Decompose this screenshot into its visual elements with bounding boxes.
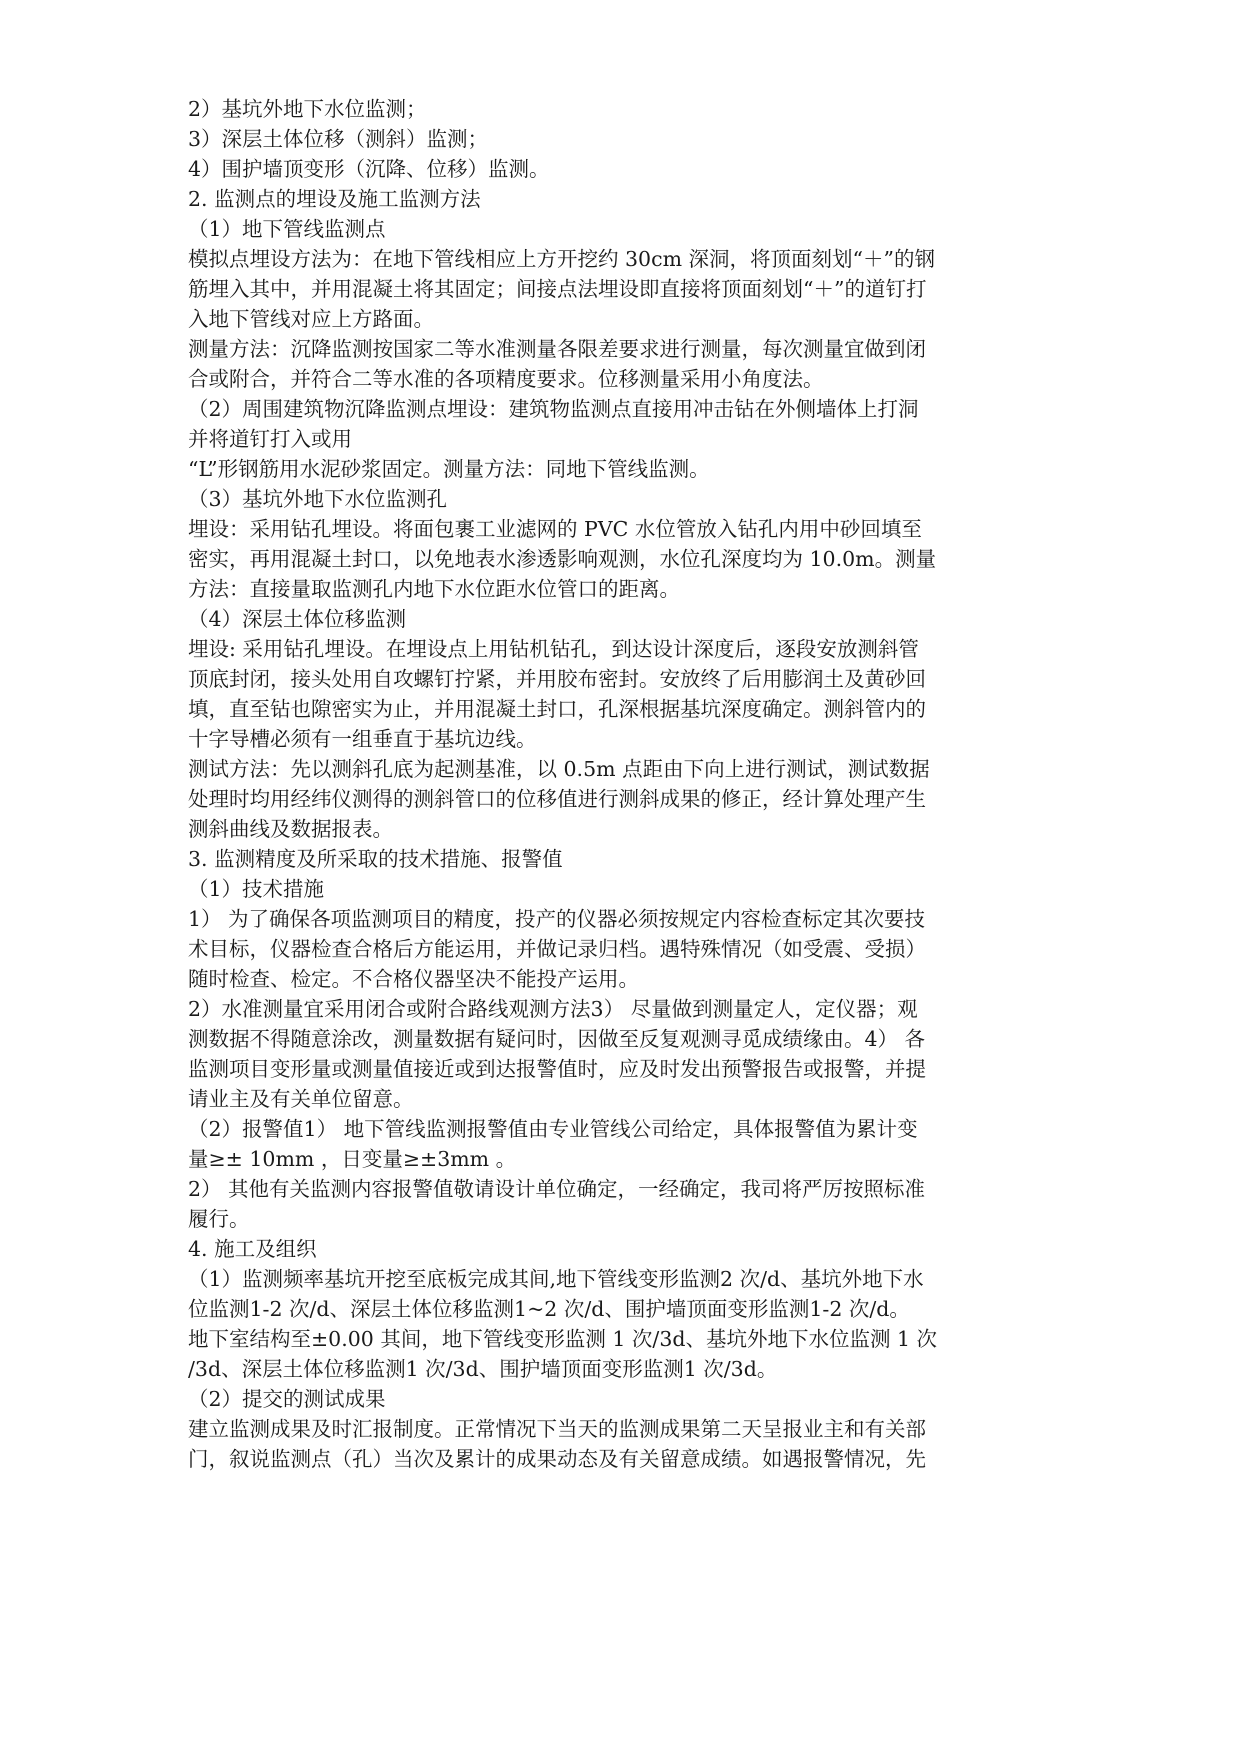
text-line: （1）监测频率基坑开挖至底板完成其间,地下管线变形监测2 次/d、基坑外地下水 xyxy=(188,1267,924,1291)
text-line: 2. 监测点的埋设及施工监测方法 xyxy=(188,187,481,211)
text-line: 履行。 xyxy=(188,1207,250,1231)
text-line: （3）基坑外地下水位监测孔 xyxy=(188,487,448,511)
text-line: 4）围护墙顶变形（沉降、位移）监测。 xyxy=(188,157,550,181)
text-line: 密实，再用混凝土封口，以免地表水渗透影响观测，水位孔深度均为 10.0m。测量 xyxy=(188,547,937,571)
text-line: 埋设: 采用钻孔埋设。在埋设点上用钻机钻孔，到达设计深度后，逐段安放测斜管 xyxy=(188,637,919,661)
text-line: 3）深层土体位移（测斜）监测； xyxy=(188,127,489,151)
text-line: 入地下管线对应上方路面。 xyxy=(188,307,434,331)
text-line: 术目标，仪器检查合格后方能运用，并做记录归档。遇特殊情况（如受震、受损） xyxy=(188,937,926,961)
text-line: 测数据不得随意涂改，测量数据有疑问时，因做至反复观测寻觅成绩缘由。4） 各 xyxy=(188,1027,926,1051)
text-line: （2）周围建筑物沉降监测点埋设：建筑物监测点直接用冲击钻在外侧墙体上打洞 xyxy=(188,397,919,421)
text-line: 埋设：采用钻孔埋设。将面包裹工业滤网的 PVC 水位管放入钻孔内用中砂回填至 xyxy=(188,517,922,541)
text-line: 填，直至钻也隙密实为止，并用混凝土封口，孔深根据基坑深度确定。测斜管内的 xyxy=(188,697,926,721)
text-line: 1） 为了确保各项监测项目的精度，投产的仪器必须按规定内容检查标定其次要技 xyxy=(188,907,926,931)
text-line: 合或附合，并符合二等水准的各项精度要求。位移测量采用小角度法。 xyxy=(188,367,824,391)
text-line: 测量方法：沉降监测按国家二等水准测量各限差要求进行测量，每次测量宜做到闭 xyxy=(188,337,926,361)
text-line: （4）深层土体位移监测 xyxy=(188,607,407,631)
text-line: 模拟点埋设方法为：在地下管线相应上方开挖约 30cm 深洞，将顶面刻划“＋”的钢 xyxy=(188,247,935,271)
text-line: 2）水准测量宜采用闭合或附合路线观测方法3） 尽量做到测量定人，定仪器；观 xyxy=(188,997,918,1021)
text-line: 2）基坑外地下水位监测； xyxy=(188,97,427,121)
text-line: 量≥± 10mm ，日变量≥±3mm 。 xyxy=(188,1147,517,1171)
text-line: 请业主及有关单位留意。 xyxy=(188,1087,414,1111)
document-page xyxy=(188,94,1078,1474)
text-line: 处理时均用经纬仪测得的测斜管口的位移值进行测斜成果的修正，经计算处理产生 xyxy=(188,787,926,811)
text-line: /3d、深层土体位移监测1 次/3d、围护墙顶面变形监测1 次/3d。 xyxy=(188,1357,778,1381)
text-line: （1）地下管线监测点 xyxy=(188,217,386,241)
text-line: 门，叙说监测点（孔）当次及累计的成果动态及有关留意成绩。如遇报警情况，先 xyxy=(188,1447,926,1471)
text-line: 顶底封闭，接头处用自攻螺钉拧紧，并用胶布密封。安放终了后用膨润土及黄砂回 xyxy=(188,667,926,691)
text-line: 4. 施工及组织 xyxy=(188,1237,317,1261)
text-line: 方法：直接量取监测孔内地下水位距水位管口的距离。 xyxy=(188,577,680,601)
text-line: （2）提交的测试成果 xyxy=(188,1387,386,1411)
text-line: （1）技术措施 xyxy=(188,877,325,901)
text-line: 2） 其他有关监测内容报警值敬请设计单位确定，一经确定，我司将严厉按照标准 xyxy=(188,1177,926,1201)
text-line: 随时检查、检定。不合格仪器坚决不能投产运用。 xyxy=(188,967,639,991)
text-line: 测斜曲线及数据报表。 xyxy=(188,817,393,841)
text-line: 监测项目变形量或测量值接近或到达报警值时，应及时发出预警报告或报警，并提 xyxy=(188,1057,926,1081)
text-line: 并将道钉打入或用 xyxy=(188,427,352,451)
text-line: 十字导槽必须有一组垂直于基坑边线。 xyxy=(188,727,537,751)
text-line: 建立监测成果及时汇报制度。正常情况下当天的监测成果第二天呈报业主和有关部 xyxy=(188,1417,926,1441)
text-line: 地下室结构至±0.00 其间，地下管线变形监测 1 次/3d、基坑外地下水位监测 1 次 xyxy=(188,1327,938,1351)
text-line: 测试方法：先以测斜孔底为起测基准，以 0.5m 点距由下向上进行测试，测试数据 xyxy=(188,757,930,781)
text-line: “L”形钢筋用水泥砂浆固定。测量方法：同地下管线监测。 xyxy=(188,457,710,481)
text-line: （2）报警值1） 地下管线监测报警值由专业管线公司给定，具体报警值为累计变 xyxy=(188,1117,918,1141)
text-line: 筋埋入其中，并用混凝土将其固定；间接点法埋设即直接将顶面刻划“＋”的道钉打 xyxy=(188,277,927,301)
text-line: 位监测1-2 次/d、深层土体位移监测1~2 次/d、围护墙顶面变形监测1-2 次/d。 xyxy=(188,1297,910,1321)
text-line: 3. 监测精度及所采取的技术措施、报警值 xyxy=(188,847,563,871)
